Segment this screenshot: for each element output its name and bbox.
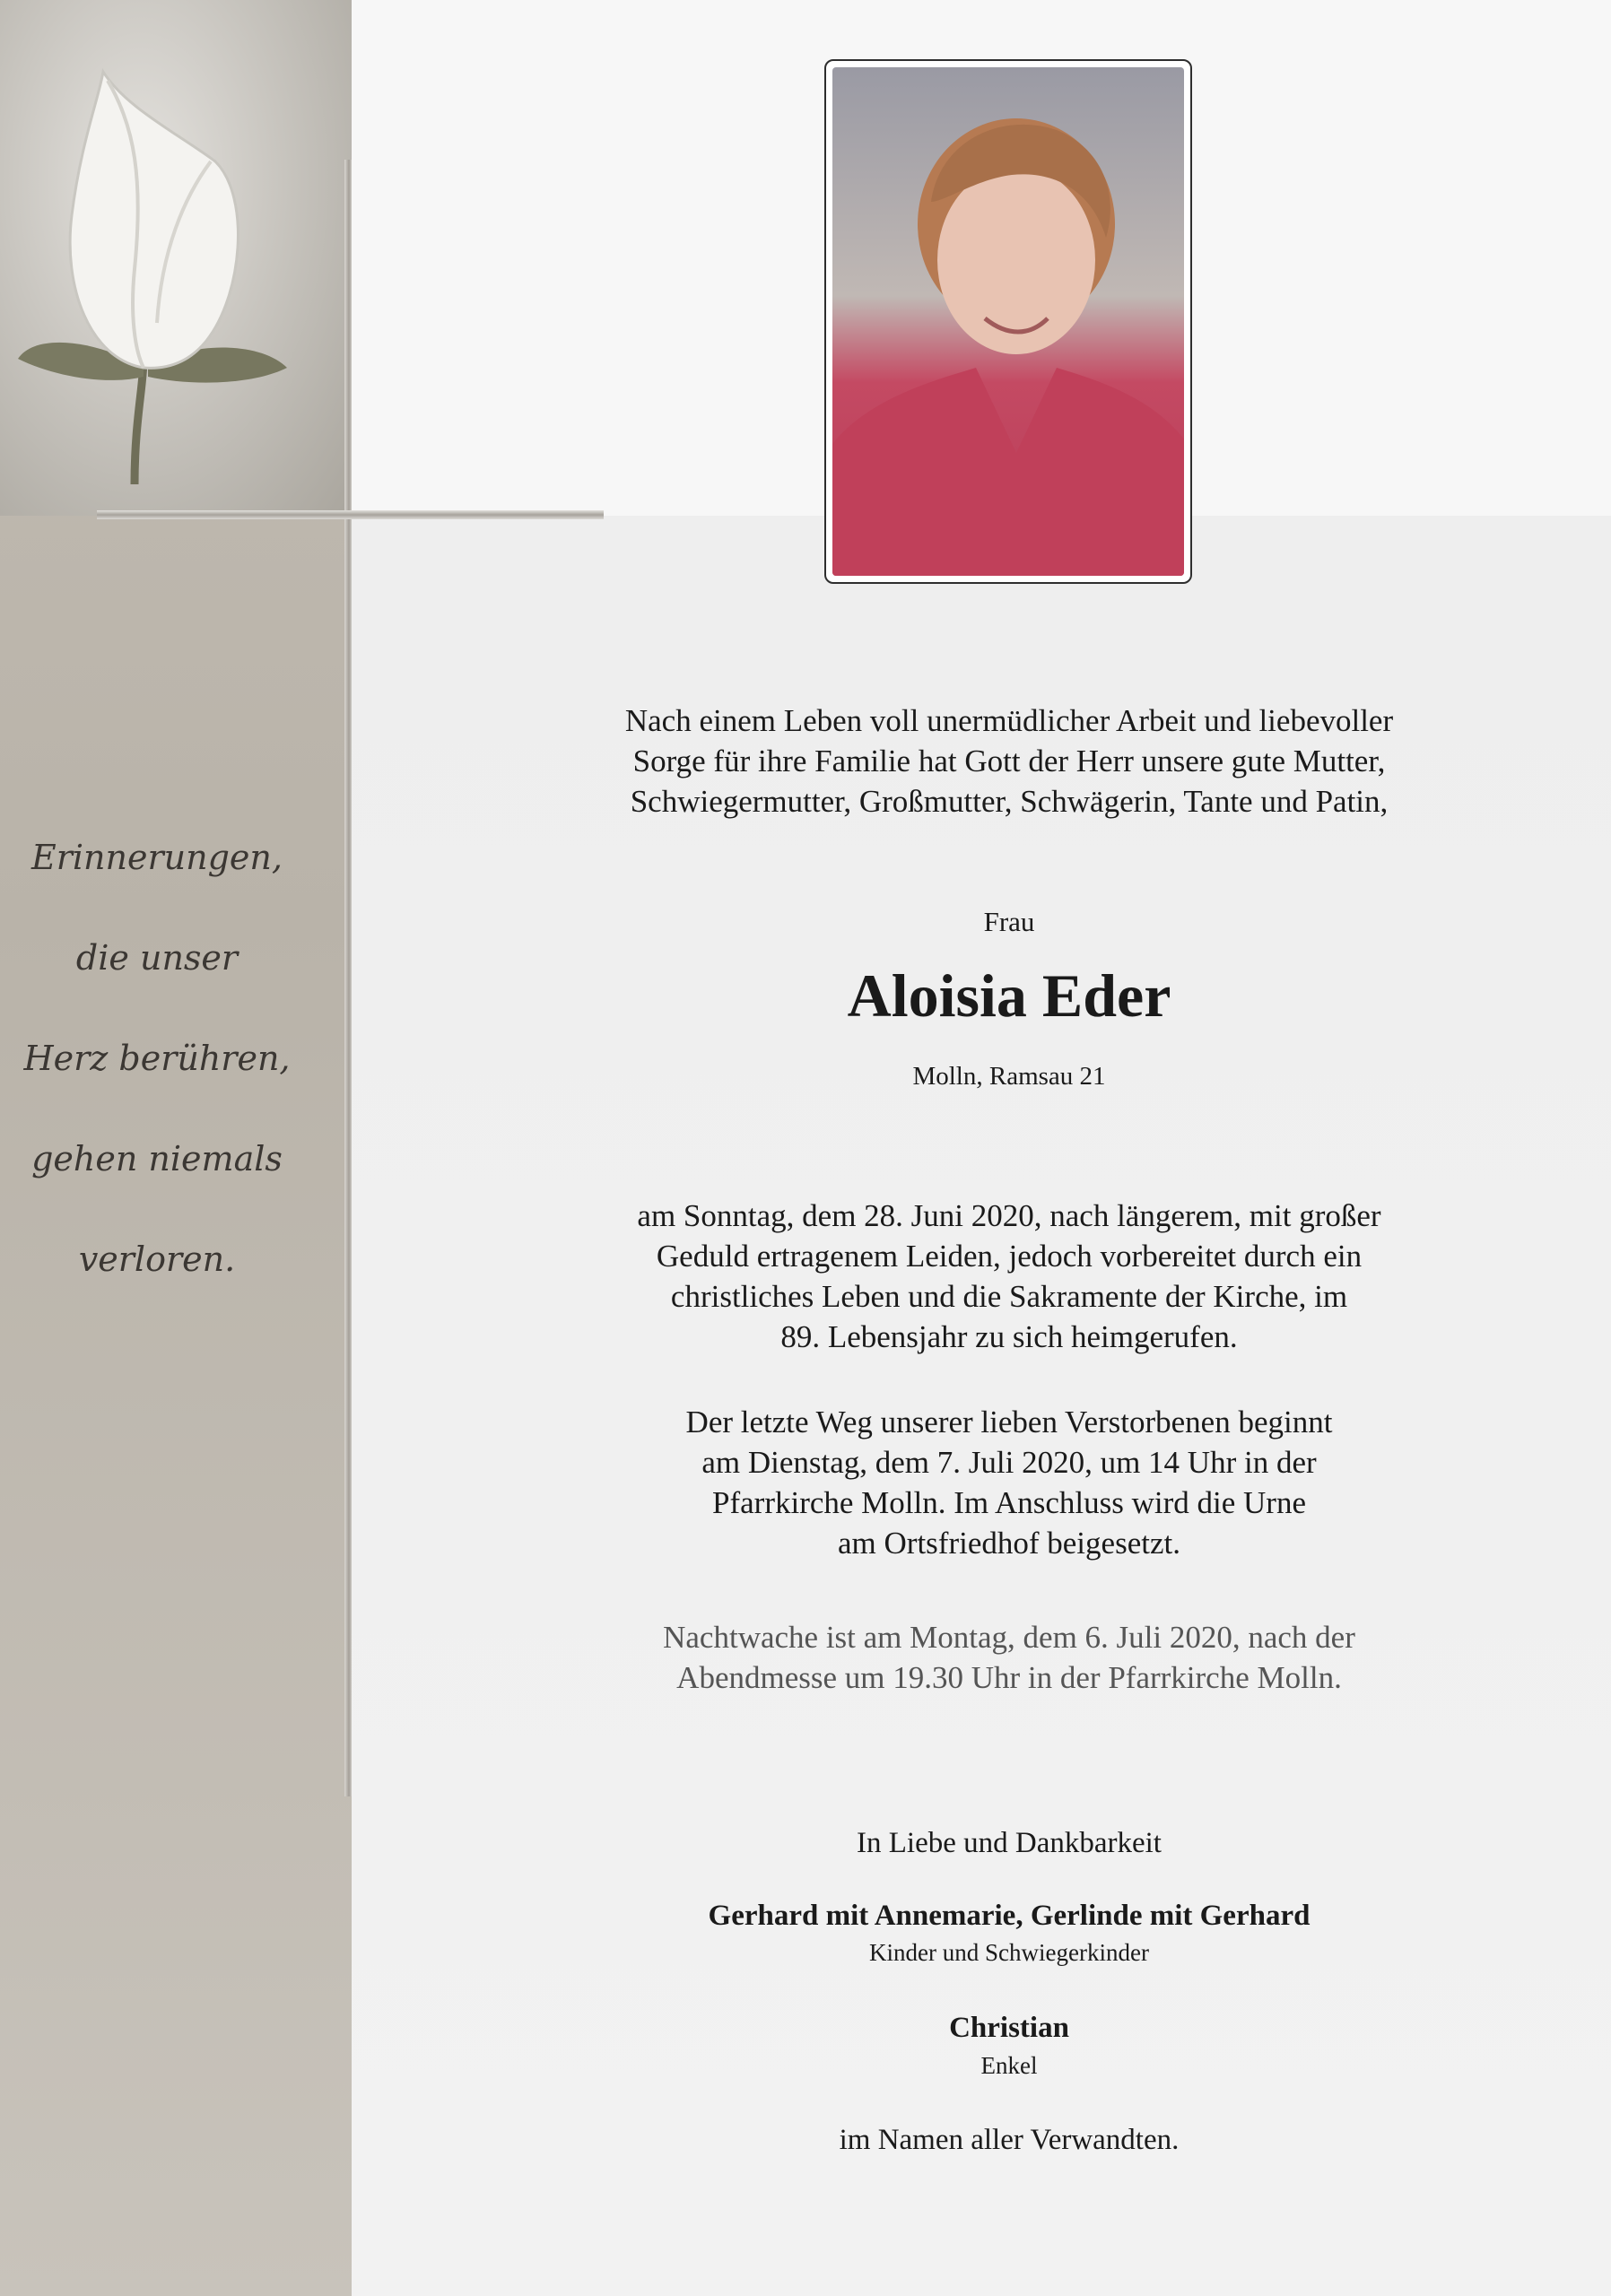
paragraph-line: am Dienstag, dem 7. Juli 2020, um 14 Uhr in der	[701, 1445, 1317, 1480]
mourner-names: Gerhard mit Annemarie, Gerlinde mit Gerhard	[708, 1900, 1311, 1932]
cross-horizontal-bar	[97, 510, 604, 519]
funeral-paragraph	[484, 1402, 1534, 1563]
intro-line: Sorge für ihre Familie hat Gott der Herr unsere gute Mutter,	[632, 744, 1386, 778]
paragraph-line: am Sonntag, dem 28. Juni 2020, nach längerem, mit großer	[637, 1198, 1381, 1233]
rose-image	[0, 0, 352, 516]
portrait-frame	[824, 59, 1192, 584]
paragraph-line: christliches Leben und die Sakramente der Kirche, im	[670, 1279, 1348, 1314]
portrait-photo	[832, 67, 1184, 576]
mourner-relation: Kinder und Schwiegerkinder	[869, 1939, 1149, 1966]
quote-line: Erinnerungen,	[31, 838, 283, 877]
final-line: im Namen aller Verwandten.	[839, 2124, 1180, 2156]
quote-line: die unser	[75, 938, 239, 978]
closing-line: In Liebe und Dankbarkeit	[857, 1827, 1162, 1859]
deceased-address: Molln, Ramsau 21	[912, 1062, 1106, 1091]
paragraph-line: Nachtwache ist am Montag, dem 6. Juli 2020, nach der	[663, 1620, 1355, 1655]
paragraph-line: am Ortsfriedhof beigesetzt.	[838, 1526, 1180, 1561]
intro-line: Schwiegermutter, Großmutter, Schwägerin, Tante und Patin,	[630, 784, 1389, 819]
mourner-names: Christian	[949, 2012, 1069, 2044]
white-rose-icon	[0, 0, 352, 516]
quote-line: gehen niemals	[31, 1139, 283, 1178]
vigil-paragraph	[484, 1617, 1534, 1698]
paragraph-line: Pfarrkirche Molln. Im Anschluss wird die Urne	[712, 1485, 1306, 1520]
portrait-icon	[832, 67, 1184, 576]
quote-line: Herz berühren,	[23, 1039, 291, 1078]
deceased-title: Frau	[983, 906, 1035, 937]
paragraph-line: 89. Lebensjahr zu sich heimgerufen.	[780, 1319, 1238, 1354]
intro-line: Nach einem Leben voll unermüdlicher Arbeit und liebevoller	[624, 703, 1394, 738]
quote-line: verloren.	[78, 1239, 236, 1279]
intro-text	[484, 700, 1534, 822]
mourner-relation: Enkel	[980, 2052, 1038, 2079]
death-notice-paragraph	[484, 1196, 1534, 1357]
paragraph-line: Der letzte Weg unserer lieben Verstorbenen beginnt	[685, 1405, 1333, 1439]
memorial-quote	[0, 807, 314, 1309]
paragraph-line: Abendmesse um 19.30 Uhr in der Pfarrkirche Molln.	[676, 1660, 1342, 1695]
paragraph-line: Geduld ertragenem Leiden, jedoch vorbereitet durch ein	[656, 1239, 1363, 1274]
deceased-name: Aloisia Eder	[847, 961, 1171, 1030]
